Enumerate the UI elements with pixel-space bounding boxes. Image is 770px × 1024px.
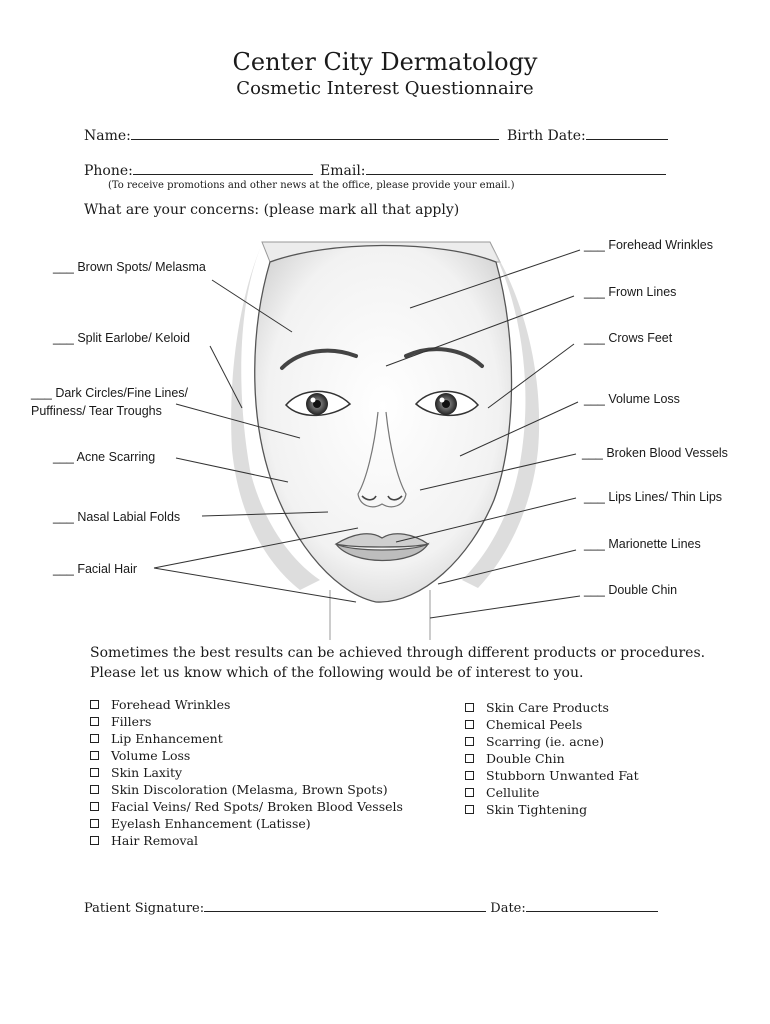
checkbox[interactable] <box>90 802 99 811</box>
checkbox[interactable] <box>90 836 99 845</box>
callout-brown-spots: ___ Brown Spots/ Melasma <box>53 260 206 274</box>
interest-prompt: Sometimes the best results can be achieved through different products or procedures. Please let us know which of the following would be of interest to you. <box>90 645 706 681</box>
option-forehead-wrinkles[interactable] <box>90 696 403 713</box>
callout-facial-hair: ___ Facial Hair <box>53 562 138 576</box>
option-label: Hair Removal <box>111 833 198 848</box>
checkbox[interactable] <box>465 788 474 797</box>
callout-crows-feet: ___ Crows Feet <box>584 331 673 345</box>
options-right-column <box>465 699 639 818</box>
checkbox[interactable] <box>90 734 99 743</box>
date-label: Date: <box>490 901 526 916</box>
callout-nasal-labial: ___ Nasal Labial Folds <box>53 510 181 524</box>
option-volume-loss[interactable] <box>90 747 403 764</box>
option-label: Skin Tightening <box>486 802 588 817</box>
birth-date-label: Birth Date: <box>507 128 586 144</box>
phone-label: Phone: <box>84 163 133 179</box>
option-eyelash-enhancement[interactable] <box>90 815 403 832</box>
option-label: Skin Discoloration (Melasma, Brown Spots) <box>111 782 388 797</box>
checkbox[interactable] <box>90 751 99 760</box>
option-skin-tightening[interactable] <box>465 801 639 818</box>
option-hair-removal[interactable] <box>90 832 403 849</box>
option-cellulite[interactable] <box>465 784 639 801</box>
options-left-column <box>90 696 403 849</box>
callout-broken-blood-vessels: ___ Broken Blood Vessels <box>582 446 728 460</box>
option-label: Chemical Peels <box>486 717 583 732</box>
callout-acne-scarring: ___ Acne Scarring <box>53 450 156 464</box>
option-label: Forehead Wrinkles <box>111 697 231 712</box>
option-label: Fillers <box>111 714 152 729</box>
option-skin-care-products[interactable] <box>465 699 639 716</box>
leader-facial-hair-2 <box>154 568 356 602</box>
email-label: Email: <box>320 163 366 179</box>
option-double-chin[interactable] <box>465 750 639 767</box>
option-skin-discoloration[interactable] <box>90 781 403 798</box>
callout-double-chin: ___ Double Chin <box>584 583 678 597</box>
option-label: Double Chin <box>486 751 565 766</box>
option-label: Facial Veins/ Red Spots/ Broken Blood Vessels <box>111 799 403 814</box>
leader-double-chin <box>430 596 580 618</box>
signature-row <box>84 897 658 916</box>
signature-label: Patient Signature: <box>84 901 205 916</box>
checkbox[interactable] <box>90 717 99 726</box>
callout-forehead-wrinkles: ___ Forehead Wrinkles <box>584 238 714 252</box>
callout-marionette-lines: ___ Marionette Lines <box>584 537 701 551</box>
callout-dark-circles: ___ Dark Circles/Fine Lines/ <box>31 386 189 400</box>
option-label: Skin Care Products <box>486 700 609 715</box>
option-chemical-peels[interactable] <box>465 716 639 733</box>
option-scarring[interactable] <box>465 733 639 750</box>
callout-puffiness: Puffiness/ Tear Troughs <box>31 404 162 418</box>
option-fillers[interactable] <box>90 713 403 730</box>
checkbox[interactable] <box>465 720 474 729</box>
option-facial-veins[interactable] <box>90 798 403 815</box>
name-label: Name: <box>84 128 131 144</box>
signature-field[interactable] <box>204 897 486 912</box>
callout-frown-lines: ___ Frown Lines <box>584 285 677 299</box>
date-field[interactable] <box>526 897 658 912</box>
checkbox[interactable] <box>465 754 474 763</box>
checkbox[interactable] <box>90 700 99 709</box>
checkbox[interactable] <box>90 768 99 777</box>
checkbox[interactable] <box>465 805 474 814</box>
option-label: Stubborn Unwanted Fat <box>486 768 639 783</box>
checkbox[interactable] <box>90 819 99 828</box>
option-lip-enhancement[interactable] <box>90 730 403 747</box>
option-label: Scarring (ie. acne) <box>486 734 604 749</box>
concerns-heading: What are your concerns: (please mark all that apply) <box>84 202 460 218</box>
email-note: (To receive promotions and other news at the office, please provide your email.) <box>108 180 515 191</box>
checkbox[interactable] <box>465 771 474 780</box>
checkbox[interactable] <box>90 785 99 794</box>
checkbox[interactable] <box>465 737 474 746</box>
form-title: Center City Dermatology <box>232 48 538 76</box>
callout-split-earlobe: ___ Split Earlobe/ Keloid <box>53 331 190 345</box>
form-subtitle: Cosmetic Interest Questionnaire <box>236 78 534 99</box>
checkbox[interactable] <box>465 703 474 712</box>
option-label: Volume Loss <box>111 748 191 763</box>
option-label: Skin Laxity <box>111 765 183 780</box>
callout-volume-loss: ___ Volume Loss <box>584 392 680 406</box>
option-skin-laxity[interactable] <box>90 764 403 781</box>
callout-lip-lines: ___ Lips Lines/ Thin Lips <box>584 490 723 504</box>
option-label: Eyelash Enhancement (Latisse) <box>111 816 311 831</box>
option-label: Cellulite <box>486 785 540 800</box>
option-label: Lip Enhancement <box>111 731 223 746</box>
option-stubborn-fat[interactable] <box>465 767 639 784</box>
